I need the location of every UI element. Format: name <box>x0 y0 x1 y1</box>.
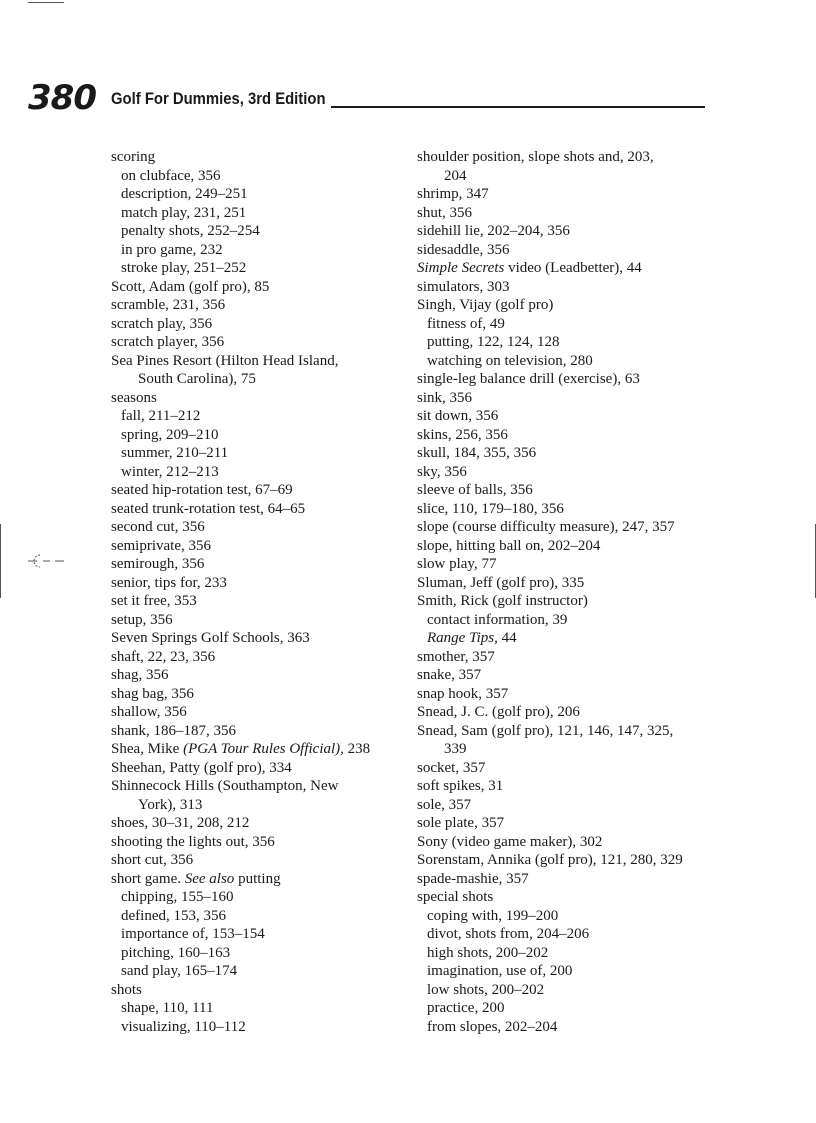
entry-text: Shea, Mike <box>111 741 184 757</box>
index-entry <box>417 407 737 426</box>
entry-text: sidesaddle, 356 <box>417 241 510 258</box>
entry-text: importance of, 153–154 <box>121 926 265 942</box>
index-entry <box>111 148 411 167</box>
entry-text: fitness of, 49 <box>427 315 505 332</box>
entry-text: Shinnecock Hills (Southampton, New <box>111 778 339 794</box>
index-entry <box>417 389 737 408</box>
index-entry <box>111 555 411 574</box>
entry-text: from slopes, 202–204 <box>427 1018 558 1035</box>
index-subentry <box>417 999 737 1018</box>
entry-text: semirough, 356 <box>111 556 205 572</box>
entry-italic-text: Range Tips, <box>427 630 498 646</box>
index-entry <box>111 981 411 1000</box>
entry-text: spring, 209–210 <box>121 426 219 443</box>
index-entry <box>417 722 737 741</box>
entry-text: winter, 212–213 <box>121 463 219 480</box>
page-number: 380 <box>28 78 96 118</box>
index-subentry <box>111 407 411 426</box>
entry-text: shots <box>111 981 142 998</box>
index-subentry <box>417 962 737 981</box>
entry-text: Sony (video game maker), 302 <box>417 833 603 850</box>
entry-text: sink, 356 <box>417 389 473 406</box>
index-entry <box>417 796 737 815</box>
index-entry <box>417 814 737 833</box>
entry-text: shank, 186–187, 356 <box>111 722 236 739</box>
entry-text: smother, 357 <box>417 648 495 665</box>
index-entry <box>111 648 411 667</box>
index-entry <box>111 759 411 778</box>
entry-text: socket, 357 <box>417 759 486 776</box>
entry-text: snap hook, 357 <box>417 685 509 702</box>
index-entry <box>417 888 737 907</box>
entry-text: short cut, 356 <box>111 852 194 868</box>
entry-text-after: 44 <box>497 630 517 646</box>
index-subentry <box>111 222 411 241</box>
index-subentry <box>417 315 737 334</box>
index-column-left <box>111 148 411 1036</box>
crop-mark-top <box>28 2 64 3</box>
index-entry <box>111 703 411 722</box>
entry-text: contact information, 39 <box>427 611 568 628</box>
entry-text: semiprivate, 356 <box>111 537 211 554</box>
entry-text: seated trunk-rotation test, 64–65 <box>111 500 306 517</box>
index-entry <box>417 777 737 796</box>
index-entry <box>111 592 411 611</box>
entry-text: sleeve of balls, 356 <box>417 482 533 498</box>
index-subentry <box>111 426 411 445</box>
index-entry <box>111 666 411 685</box>
index-subentry <box>417 629 737 648</box>
index-entry <box>417 518 737 537</box>
index-subentry <box>111 944 411 963</box>
entry-text: snake, 357 <box>417 667 482 683</box>
index-entry <box>111 352 411 371</box>
index-entry <box>417 463 737 482</box>
index-entry <box>111 315 411 334</box>
index-entry <box>111 500 411 519</box>
entry-text: Sluman, Jeff (golf pro), 335 <box>417 574 585 591</box>
index-entry <box>417 574 737 593</box>
entry-italic-text: Simple Secrets <box>417 260 505 276</box>
entry-text: sit down, 356 <box>417 408 499 424</box>
index-entry <box>111 389 411 408</box>
index-subentry <box>111 962 411 981</box>
index-entry <box>417 259 737 278</box>
index-entry <box>111 278 411 297</box>
index-entry <box>417 870 737 889</box>
entry-text: fall, 211–212 <box>121 408 201 424</box>
entry-text: special shots <box>417 889 494 905</box>
entry-text: stroke play, 251–252 <box>121 260 247 276</box>
index-subentry <box>111 999 411 1018</box>
registration-mark-icon <box>28 551 68 571</box>
index-entry <box>417 426 737 445</box>
index-entry <box>111 629 411 648</box>
index-entry <box>111 814 411 833</box>
entry-text: slice, 110, 179–180, 356 <box>417 500 564 517</box>
index-entry <box>417 537 737 556</box>
index-subentry <box>111 259 411 278</box>
index-entry <box>417 444 737 463</box>
index-subentry <box>111 1018 411 1037</box>
entry-text: on clubface, 356 <box>121 167 221 184</box>
index-entry-continuation <box>111 796 411 815</box>
index-subentry <box>111 444 411 463</box>
index-entry <box>417 685 737 704</box>
index-entry <box>417 148 737 167</box>
entry-text: shooting the lights out, 356 <box>111 833 275 850</box>
index-entry <box>417 204 737 223</box>
entry-text: York), 313 <box>138 796 203 813</box>
entry-text: in pro game, 232 <box>121 241 223 258</box>
index-entry <box>417 296 737 315</box>
entry-text: description, 249–251 <box>121 186 248 202</box>
entry-text: shoes, 30–31, 208, 212 <box>111 815 250 831</box>
entry-text: slope (course difficulty measure), 247, 357 <box>417 519 675 535</box>
index-entry <box>417 222 737 241</box>
index-entry <box>111 611 411 630</box>
index-entry <box>111 574 411 593</box>
index-subentry <box>417 352 737 371</box>
entry-text: Seven Springs Golf Schools, 363 <box>111 630 310 646</box>
entry-text-after: putting <box>234 870 281 887</box>
entry-text: shrimp, 347 <box>417 186 489 202</box>
index-subentry <box>111 204 411 223</box>
index-subentry <box>417 1018 737 1037</box>
index-subentry <box>417 925 737 944</box>
entry-text: high shots, 200–202 <box>427 944 549 961</box>
entry-text: shag bag, 356 <box>111 685 194 702</box>
entry-text: shut, 356 <box>417 204 473 221</box>
entry-text: scratch play, 356 <box>111 315 213 332</box>
index-entry <box>417 666 737 685</box>
index-entry <box>111 296 411 315</box>
index-column-right <box>417 148 737 1036</box>
entry-text: South Carolina), 75 <box>138 371 256 387</box>
index-subentry <box>417 907 737 926</box>
entry-text: 339 <box>444 741 467 757</box>
entry-text: Scott, Adam (golf pro), 85 <box>111 278 270 295</box>
entry-text: sole, 357 <box>417 796 472 813</box>
index-entry <box>111 722 411 741</box>
entry-text: setup, 356 <box>111 611 173 628</box>
index-entry <box>111 333 411 352</box>
entry-text: Sorenstam, Annika (golf pro), 121, 280, 329 <box>417 852 683 868</box>
entry-text: simulators, 303 <box>417 278 510 295</box>
index-entry <box>417 370 737 389</box>
entry-italic-text: (PGA Tour Rules Official), <box>183 741 344 757</box>
entry-text: skins, 256, 356 <box>417 426 508 443</box>
index-subentry <box>111 185 411 204</box>
entry-text-after: video (Leadbetter), 44 <box>504 260 642 276</box>
entry-text: pitching, 160–163 <box>121 944 231 961</box>
entry-text: shallow, 356 <box>111 704 187 720</box>
index-subentry <box>417 333 737 352</box>
entry-text: senior, tips for, 233 <box>111 574 227 591</box>
entry-text: summer, 210–211 <box>121 445 229 461</box>
entry-text: short game. <box>111 870 185 887</box>
index-entry <box>417 759 737 778</box>
entry-text: putting, 122, 124, 128 <box>427 334 560 350</box>
crop-mark-left <box>0 524 1 598</box>
index-entry <box>111 685 411 704</box>
entry-text: defined, 153, 356 <box>121 907 226 924</box>
index-entry <box>417 703 737 722</box>
entry-text: watching on television, 280 <box>427 352 593 369</box>
entry-text: low shots, 200–202 <box>427 981 545 998</box>
index-entry <box>111 518 411 537</box>
entry-text: shoulder position, slope shots and, 203, <box>417 149 654 165</box>
entry-text: chipping, 155–160 <box>121 889 234 905</box>
index-entry <box>417 555 737 574</box>
entry-text: shape, 110, 111 <box>121 1000 214 1016</box>
index-subentry <box>111 241 411 260</box>
entry-text: sidehill lie, 202–204, 356 <box>417 223 570 239</box>
entry-text: scramble, 231, 356 <box>111 297 226 313</box>
index-entry <box>417 185 737 204</box>
entry-text: Smith, Rick (golf instructor) <box>417 593 588 609</box>
index-entry <box>111 537 411 556</box>
index-subentry <box>111 888 411 907</box>
book-title: Golf For Dummies, 3rd Edition <box>111 90 326 108</box>
index-entry <box>111 740 411 759</box>
entry-text: scratch player, 356 <box>111 334 225 350</box>
entry-text: Sea Pines Resort (Hilton Head Island, <box>111 352 339 369</box>
index-entry <box>417 241 737 260</box>
index-entry <box>417 592 737 611</box>
entry-text: imagination, use of, 200 <box>427 963 573 979</box>
index-subentry <box>417 944 737 963</box>
entry-text: spade-mashie, 357 <box>417 870 529 887</box>
entry-text-after: 238 <box>343 741 371 757</box>
entry-text: Singh, Vijay (golf pro) <box>417 297 554 313</box>
entry-text: scoring <box>111 149 156 165</box>
entry-text: Snead, J. C. (golf pro), 206 <box>417 704 580 720</box>
entry-text: skull, 184, 355, 356 <box>417 445 537 461</box>
index-entry <box>111 851 411 870</box>
index-entry <box>111 777 411 796</box>
entry-text: single-leg balance drill (exercise), 63 <box>417 371 640 387</box>
entry-text: sky, 356 <box>417 463 467 480</box>
entry-text: Sheehan, Patty (golf pro), 334 <box>111 759 292 776</box>
entry-text: slope, hitting ball on, 202–204 <box>417 537 601 554</box>
index-entry <box>417 833 737 852</box>
entry-text: practice, 200 <box>427 1000 505 1016</box>
index-entry-continuation <box>417 167 737 186</box>
index-entry-continuation <box>417 740 737 759</box>
entry-text: shaft, 22, 23, 356 <box>111 648 216 665</box>
page-header <box>28 78 708 118</box>
entry-text: sand play, 165–174 <box>121 963 238 979</box>
index-subentry <box>111 925 411 944</box>
index-entry <box>111 870 411 889</box>
entry-text: coping with, 199–200 <box>427 907 559 924</box>
index-subentry <box>417 981 737 1000</box>
entry-text: visualizing, 110–112 <box>121 1018 246 1035</box>
entry-text: seasons <box>111 389 157 406</box>
index-subentry <box>417 611 737 630</box>
entry-text: second cut, 356 <box>111 519 205 535</box>
entry-text: divot, shots from, 204–206 <box>427 926 590 942</box>
index-entry <box>417 500 737 519</box>
entry-text: sole plate, 357 <box>417 815 505 831</box>
index-entry <box>417 481 737 500</box>
entry-text: 204 <box>444 167 467 184</box>
entry-text: set it free, 353 <box>111 593 197 609</box>
index-entry-continuation <box>111 370 411 389</box>
entry-text: shag, 356 <box>111 667 169 683</box>
index-subentry <box>111 907 411 926</box>
index-entry <box>111 833 411 852</box>
entry-text: penalty shots, 252–254 <box>121 223 260 239</box>
entry-text: Snead, Sam (golf pro), 121, 146, 147, 325, <box>417 722 674 739</box>
entry-text: soft spikes, 31 <box>417 778 504 794</box>
entry-text: seated hip-rotation test, 67–69 <box>111 482 293 498</box>
index-entry <box>417 648 737 667</box>
index-entry <box>417 278 737 297</box>
index-subentry <box>111 167 411 186</box>
index-subentry <box>111 463 411 482</box>
header-rule <box>331 106 705 108</box>
entry-text: slow play, 77 <box>417 556 497 572</box>
entry-text: match play, 231, 251 <box>121 204 247 221</box>
index-entry <box>111 481 411 500</box>
entry-italic-text: See also <box>184 870 235 887</box>
index-entry <box>417 851 737 870</box>
